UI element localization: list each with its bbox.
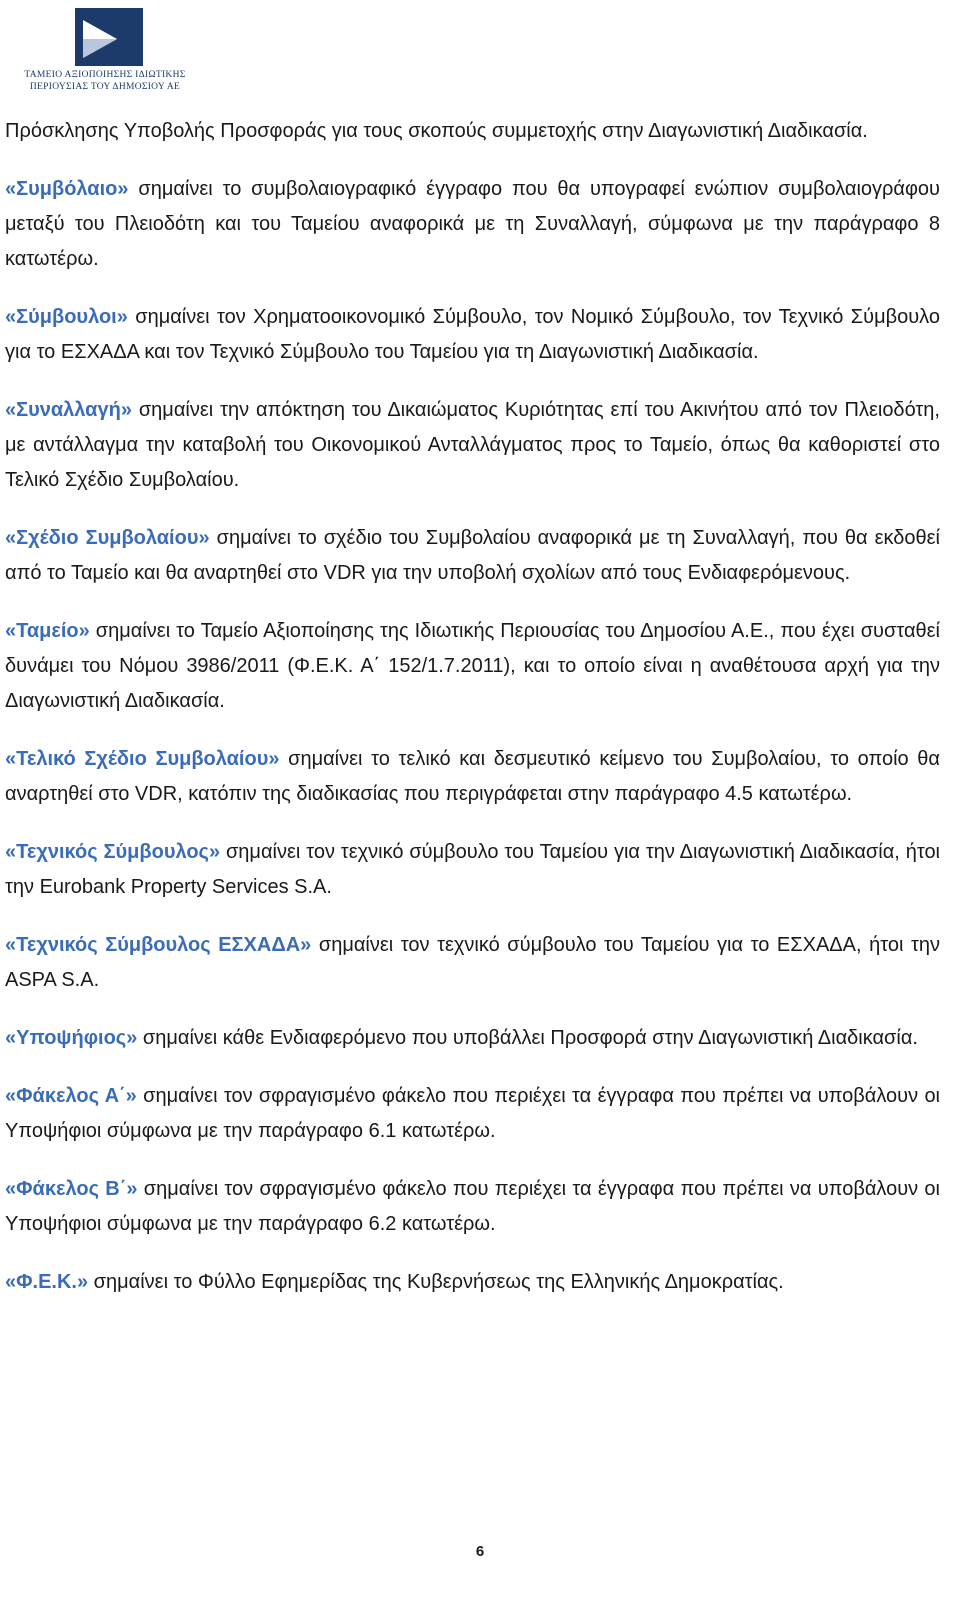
definition-text: σημαίνει το Ταμείο Αξιοποίησης της Ιδιωτικής Περιουσίας του Δημοσίου Α.Ε., που έχει συσταθεί δυνάμει του Νόμου 3986/2011 (Φ.Ε.Κ. Α΄ 152/1.7.2011), και το οποίο είναι η αναθέτουσα αρχή για την Διαγωνιστική Διαδικασία. — [5, 620, 940, 712]
definition-text: σημαίνει το Φύλλο Εφημερίδας της Κυβερνήσεως της Ελληνικής Δημοκρατίας. — [88, 1271, 784, 1293]
definition-paragraph — [5, 114, 940, 149]
definition-text: σημαίνει το τελικό και δεσμευτικό κείμενο του Συμβολαίου, το οποίο θα αναρτηθεί στο VDR, κατόπιν της διαδικασίας που περιγράφεται στην παράγραφο 4.5 κατωτέρω. — [5, 748, 940, 805]
definition-text: σημαίνει το συμβολαιογραφικό έγγραφο που θα υπογραφεί ενώπιον συμβολαιογράφου μεταξύ του Πλειοδότη και του Ταμείου αναφορικά με τη Συναλλαγή, σύμφωνα με την παράγραφο 8 κατωτέρω. — [5, 178, 940, 270]
definition-paragraph — [5, 521, 940, 591]
definition-paragraph — [5, 742, 940, 812]
organization-logo — [10, 8, 200, 93]
definition-text: σημαίνει τον σφραγισμένο φάκελο που περιέχει τα έγγραφα που πρέπει να υποβάλουν οι Υποψήφιοι σύμφωνα με την παράγραφο 6.2 κατωτέρω. — [5, 1178, 940, 1235]
definition-text: Πρόσκλησης Υποβολής Προσφοράς για τους σκοπούς συμμετοχής στην Διαγωνιστική Διαδικασία. — [5, 120, 868, 142]
definition-paragraph — [5, 1021, 940, 1056]
defined-term: «Σύμβουλοι» — [5, 306, 128, 328]
definition-paragraph — [5, 1079, 940, 1149]
definition-paragraph — [5, 614, 940, 719]
definition-paragraph — [5, 928, 940, 998]
definition-text: σημαίνει κάθε Ενδιαφερόμενο που υποβάλλει Προσφορά στην Διαγωνιστική Διαδικασία. — [137, 1027, 918, 1049]
definition-text: σημαίνει τον σφραγισμένο φάκελο που περιέχει τα έγγραφα που πρέπει να υποβάλουν οι Υποψήφιοι σύμφωνα με την παράγραφο 6.1 κατωτέρω. — [5, 1085, 941, 1142]
logo-text-line-1: ΤΑΜΕΙΟ ΑΞΙΟΠΟΙΗΣΗΣ ΙΔΙΩΤΙΚΗΣ — [24, 70, 186, 80]
definition-text: σημαίνει τον τεχνικό σύμβουλο του Ταμείου για την Διαγωνιστική Διαδικασία, ήτοι την Eurobank Property Services S.A. — [5, 841, 941, 898]
definition-text: σημαίνει τον Χρηματοοικονομικό Σύμβουλο, τον Νομικό Σύμβουλο, τον Τεχνικό Σύμβουλο για το ΕΣΧΑΔΑ και τον Τεχνικό Σύμβουλο του Ταμείου για τη Διαγωνιστική Διαδικασία. — [5, 306, 940, 363]
definition-paragraph — [5, 1265, 940, 1300]
defined-term: «Ταμείο» — [5, 620, 90, 642]
logo-text-line-2: ΠΕΡΙΟΥΣΙΑΣ ΤΟΥ ΔΗΜΟΣΙΟΥ ΑΕ — [29, 82, 181, 92]
definition-paragraph — [5, 393, 940, 498]
definition-paragraph — [5, 300, 940, 370]
defined-term: «Φάκελος Β΄» — [5, 1178, 138, 1200]
page-number: 6 — [475, 1543, 485, 1560]
defined-term: «Υποψήφιος» — [5, 1027, 138, 1049]
defined-term: «Τεχνικός Σύμβουλος» — [5, 841, 221, 863]
definition-paragraph — [5, 172, 940, 277]
defined-term: «Σχέδιο Συμβολαίου» — [5, 527, 210, 549]
definitions-body — [5, 114, 940, 1323]
definition-paragraph — [5, 1172, 940, 1242]
defined-term: «Συναλλαγή» — [5, 399, 132, 421]
defined-term: «Φάκελος Α΄» — [5, 1085, 137, 1107]
definition-text: σημαίνει την απόκτηση του Δικαιώματος Κυριότητας επί του Ακινήτου από τον Πλειοδότη, με αντάλλαγμα την καταβολή του Οικονομικού Ανταλλάγματος προς το Ταμείο, όπως θα καθοριστεί στο Τελικό Σχέδιο Συμβολαίου. — [5, 399, 940, 491]
definition-paragraph — [5, 835, 940, 905]
defined-term: «Τεχνικός Σύμβουλος ΕΣΧΑΔΑ» — [5, 934, 312, 956]
defined-term: «Φ.Ε.Κ.» — [5, 1271, 89, 1293]
logo-emblem-icon — [75, 8, 143, 66]
definition-text: σημαίνει τον τεχνικό σύμβουλο του Ταμείου για το ΕΣΧΑΔΑ, ήτοι την ASPA S.A. — [5, 934, 941, 991]
definition-text: σημαίνει το σχέδιο του Συμβολαίου αναφορικά με τη Συναλλαγή, που θα εκδοθεί από το Ταμείο και θα αναρτηθεί στο VDR για την υποβολή σχολίων από τους Ενδιαφερόμενους. — [5, 527, 940, 584]
defined-term: «Συμβόλαιο» — [5, 178, 129, 200]
defined-term: «Τελικό Σχέδιο Συμβολαίου» — [5, 748, 280, 770]
